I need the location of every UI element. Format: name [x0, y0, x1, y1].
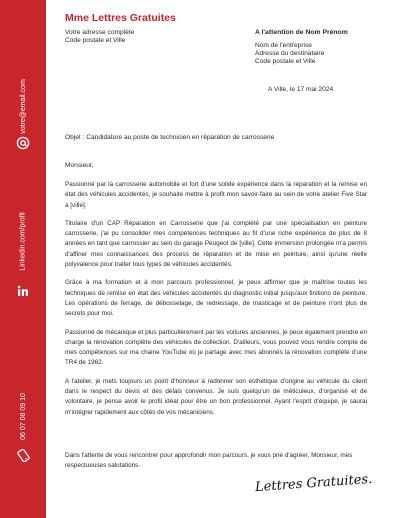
sender-postal-city: Code postale et Ville: [65, 37, 126, 45]
sender-block: [65, 12, 176, 45]
sidebar-linkedin[interactable]: [0, 196, 46, 286]
sender-name: Mme Lettres Gratuites: [65, 12, 176, 24]
linkedin-text: Linkedin.com/profil: [19, 211, 27, 271]
recipient-postal-city: Code postale et Ville: [255, 58, 316, 66]
recipient-company: Nom de l'entreprise: [255, 42, 312, 49]
recipient-address: Adresse du destinataire: [255, 50, 325, 58]
signature: Lettres Gratuites.: [254, 471, 373, 496]
letter-subject: Objet : Candidature au poste de technicien en réparation de carrosserie: [65, 134, 275, 141]
letter-date: A Ville, le 17 mai 2024: [268, 86, 334, 93]
body-paragraph: A l'atelier, je mets toujours un point d'honneur à redonner son esthétique d'origine au véhicule du client dans le respect du devis et des délais convenus. Je suis quelqu'un de méticuleux, d'organisé et de volontaire, je pense avoir le profil idéal pour être un bon professionnel. Ayant l'esprit d'équipe, je saurai m'intégrer rapidement aux côtés de vos mécaniciens.: [65, 377, 367, 416]
body-paragraph: Grâce à ma formation et à mon parcours professionnel, je peux affirmer que je maîtrise toutes les techniques de remise en état des véhicules accidentés du diagnostic initial jusqu'aux finitions de peinture. Les opérations de ferrage, de débosselage, de redressage, de masticage et de peinture n'ont plus de secrets pour moi.: [65, 279, 367, 318]
recipient-title: A l'attention de Nom Prénom: [255, 29, 348, 36]
at-icon: [14, 134, 32, 152]
body-paragraph: Passionné par la carrosserie automobile et fort d'une solide expérience dans la réparation et la remise en état des véhicules accidentés, je souhaite mettre à profit mon savoir-faire au sein de votre atelier Five Star à [ville].: [65, 181, 367, 209]
body-paragraph: Passionné de mécanique et plus particulièrement par les voitures anciennes, je peux également prendre en charge la rénovation complète des véhicules de collection. D'ailleurs, vous pouvez vous rendre compte de mes compétences sur ma chaine YouTube où je partage avec mes abonnés la rénovation complète d'une TR4 de 1962.: [65, 328, 367, 367]
sender-address: Votre adresse complète: [65, 29, 135, 36]
letter-body: [65, 180, 367, 426]
phone-icon: [14, 446, 32, 464]
email-text: votre@email.com: [19, 78, 27, 134]
salutation: Monsieur,: [65, 162, 94, 169]
closing-paragraph: Dans l'attente de vous rencontrer pour approfondir mon parcours, je vous prie d'agréer, Monsieur, mes respectueuses salutations.: [65, 452, 353, 470]
sidebar: [0, 0, 46, 518]
body-paragraph: Titulaire d'un CAP Réparation en Carrosserie que j'ai complété par une spécialisation en peinture carrosserie, j'ai pu consolider mes compétences techniques au fil d'une riche expérience de plus de 8 années en tant que carrossier au sein du garage Peugeot de [ville]. Cette immersion prolongée m'a permis d'affiner mes connaissances des process de réparation et de mise en peinture, ainsi qu'une réelle polyvalence pour traiter tous types de véhicules accidentés.: [65, 219, 367, 269]
linkedin-icon: [14, 282, 32, 300]
phone-text: 06 07 08 09 10: [19, 392, 27, 440]
sidebar-email[interactable]: [0, 70, 46, 142]
sidebar-phone[interactable]: [0, 384, 46, 448]
recipient-block: [255, 29, 348, 67]
